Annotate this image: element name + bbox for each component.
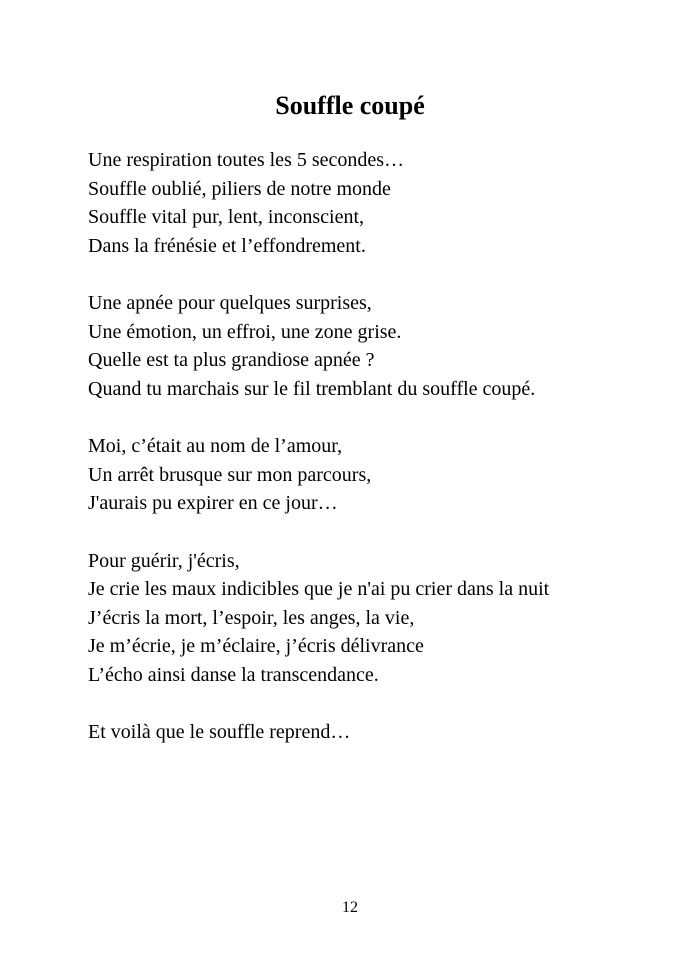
poem-line: J'aurais pu expirer en ce jour… xyxy=(88,492,338,514)
poem-line: Une émotion, un effroi, une zone grise. xyxy=(88,320,402,343)
stanza-4 xyxy=(88,547,668,690)
poem-line: Dans la frénésie et l’effondrement. xyxy=(88,234,366,257)
poem-body xyxy=(88,146,668,776)
stanza-1 xyxy=(88,146,668,260)
poem-line: Souffle vital pur, lent, inconscient, xyxy=(88,206,364,228)
poem-line: L’écho ainsi danse la transcendance. xyxy=(88,663,379,686)
poem-line: Pour guérir, j'écris, xyxy=(88,549,240,572)
stanza-2 xyxy=(88,289,668,403)
page-number: 12 xyxy=(342,899,358,916)
poem-line: Quelle est ta plus grandiose apnée ? xyxy=(88,349,375,371)
poem-title: Souffle coupé xyxy=(275,91,425,120)
stanza-5 xyxy=(88,718,668,747)
poem-line: Et voilà que le souffle reprend… xyxy=(88,721,351,743)
poem-line: Une respiration toutes les 5 secondes… xyxy=(88,149,405,171)
stanza-3 xyxy=(88,432,668,518)
poem-line: Souffle oublié, piliers de notre monde xyxy=(88,177,391,200)
poem-line: Je m’écrie, je m’éclaire, j’écris délivrance xyxy=(88,635,424,657)
poem-line: J’écris la mort, l’espoir, les anges, la vie, xyxy=(88,606,415,629)
poem-line: Quand tu marchais sur le fil tremblant du souffle coupé. xyxy=(88,377,536,400)
poem-line: Une apnée pour quelques surprises, xyxy=(88,292,372,314)
poem-line: Je crie les maux indicibles que je n'ai pu crier dans la nuit xyxy=(88,578,550,600)
poem-line: Un arrêt brusque sur mon parcours, xyxy=(88,463,372,486)
poem-line: Moi, c’était au nom de l’amour, xyxy=(88,435,343,457)
